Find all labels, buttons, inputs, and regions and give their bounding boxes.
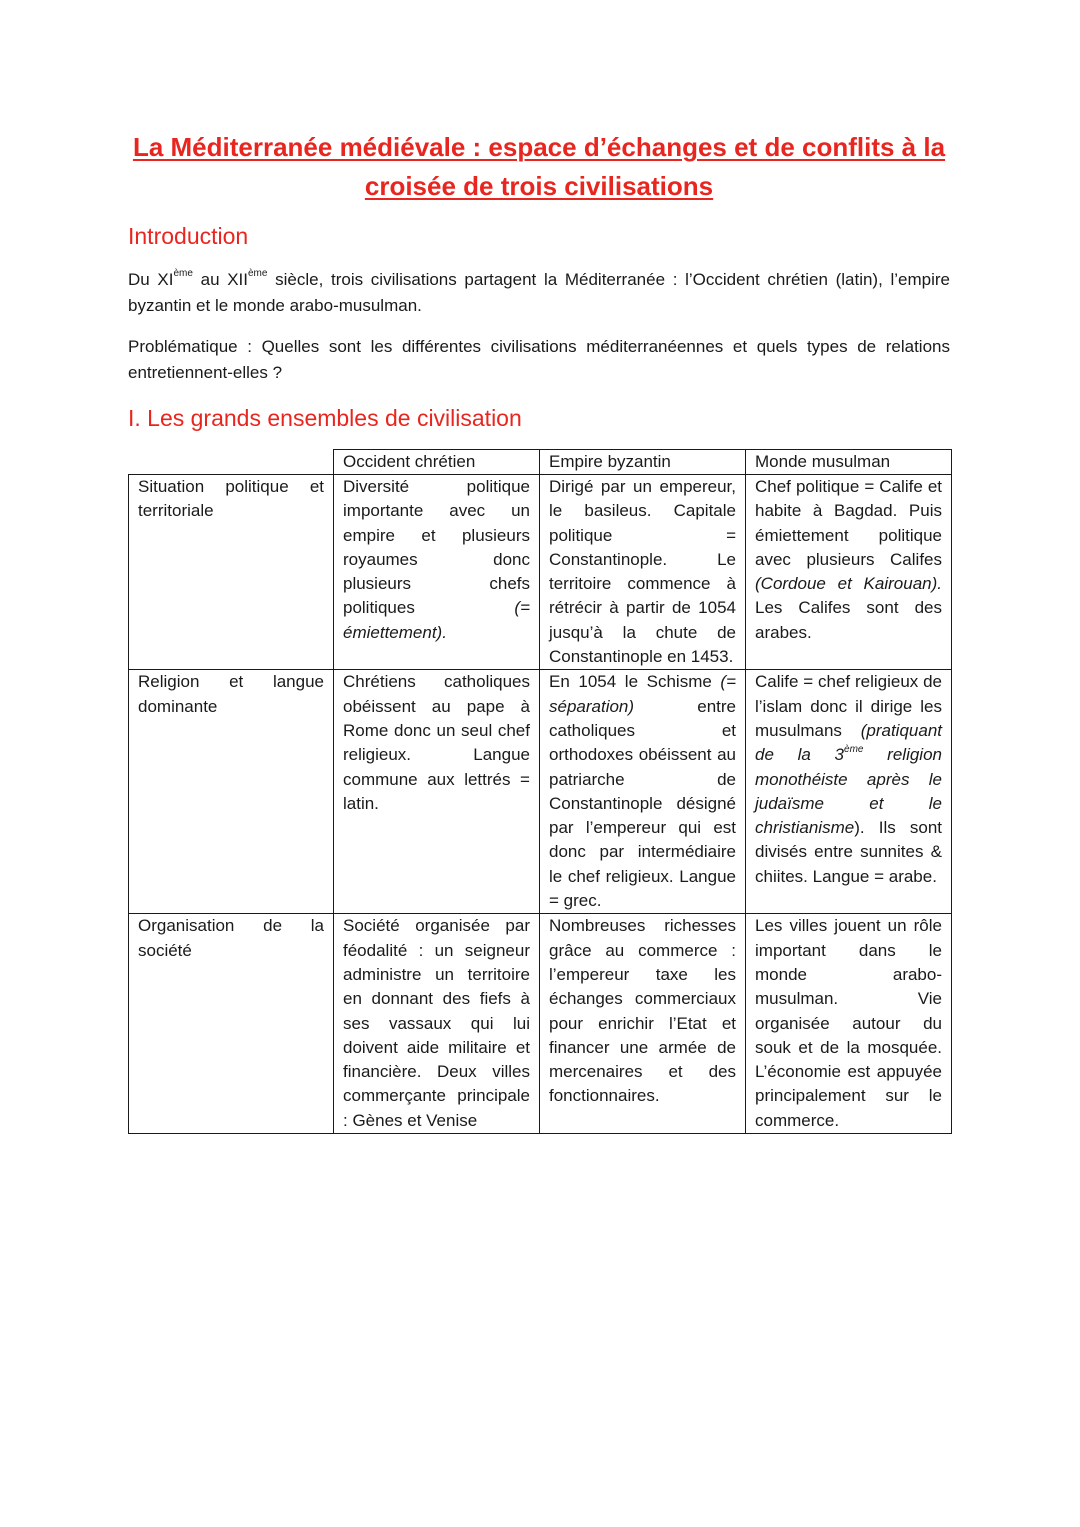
page-title: La Méditerranée médiévale : espace d’échanges et de conflits à la croisée de trois civilisations [132, 132, 946, 201]
cell-text: Calife = chef religieux de l’islam donc il dirige les musulmans [755, 672, 942, 740]
table-row [129, 670, 952, 914]
introduction-heading: Introduction [128, 223, 249, 249]
cell-byzance-religion [540, 670, 746, 914]
problematique-paragraph: Problématique : Quelles sont les différentes civilisations méditerranéennes et quels types de relations entretiennent-elles ? [128, 337, 950, 382]
cell-islam-religion [746, 670, 952, 914]
cell-text: entre catholiques et orthodoxes obéissent au patriarche de Constantinople désigné par l’empereur qui est donc par intermédiaire le chef religieux. Langue = grec. [549, 696, 736, 911]
section-heading: I. Les grands ensembles de civilisation [128, 405, 522, 431]
column-header-byzance: Empire byzantin [540, 450, 746, 475]
cell-text: En 1054 le Schisme [549, 672, 721, 692]
cell-islam-societe: Les villes jouent un rôle important dans le monde arabo-musulman. Vie organisée autour du souk et de la mosquée. L’économie est appuyée principalement sur le commerce. [746, 914, 952, 1134]
cell-byzance-societe: Nombreuses richesses grâce au commerce : l’empereur taxe les échanges commerciaux pour enrichir l’Etat et financer une armée de mercenaires et des fonctionnaires. [540, 914, 746, 1134]
civilisations-table [128, 449, 952, 1134]
cell-text: ). Ils sont divisés entre sunnites & chiites. Langue = arabe. [755, 818, 942, 886]
cell-text-italic: (= émiettement). [343, 598, 530, 642]
cell-text: Diversité politique importante avec un empire et plusieurs royaumes donc plusieurs chefs politiques [343, 477, 530, 618]
cell-text-italic: religion monothéiste après le judaïsme et le christianisme [755, 745, 942, 838]
cell-occident-politique [334, 475, 540, 670]
row-label-politique: Situation politique et territoriale [129, 475, 334, 670]
cell-text: Les Califes sont des arabes. [755, 598, 942, 642]
intro-sup-1: ème [173, 268, 193, 280]
row-label-religion: Religion et langue dominante [129, 670, 334, 914]
cell-occident-societe: Société organisée par féodalité : un seigneur administre un territoire en donnant des fiefs à ses vassaux qui lui doivent aide militaire et financière. Deux villes commerçante principale : Gènes et Venise [334, 914, 540, 1134]
cell-text-italic: (= séparation) [549, 672, 736, 716]
column-header-islam: Monde musulman [746, 450, 952, 475]
intro-text-2: au XII [192, 270, 248, 289]
intro-sup-2: ème [248, 268, 268, 280]
column-header-occident: Occident chrétien [334, 450, 540, 475]
table-row [129, 914, 952, 1134]
table-row [129, 475, 952, 670]
row-label-societe: Organisation de la société [129, 914, 334, 1134]
intro-text-3: siècle, trois civilisations partagent la Méditerranée : l’Occident chrétien (latin), l’empire byzantin et le monde arabo-musulman. [128, 270, 951, 315]
cell-islam-politique [746, 475, 952, 670]
table-corner-cell [129, 450, 334, 475]
cell-sup: ème [844, 743, 864, 755]
intro-text-1: Du XI [128, 270, 174, 289]
cell-occident-religion: Chrétiens catholiques obéissent au pape à Rome donc un seul chef religieux. Langue commune aux lettrés = latin. [334, 670, 540, 914]
cell-text-italic: (Cordoue et Kairouan). [755, 574, 942, 594]
cell-text-italic: (pratiquant de la 3 [755, 720, 942, 765]
introduction-paragraph [128, 267, 950, 319]
cell-byzance-politique: Dirigé par un empereur, le basileus. Capitale politique = Constantinople. Le territoire commence à rétrécir à partir de 1054 jusqu’à la chute de Constantinople en 1453. [540, 475, 746, 670]
table-header-row [129, 450, 952, 475]
cell-text: Chef politique = Calife et habite à Bagdad. Puis émiettement politique avec plusieurs Califes [755, 477, 942, 569]
